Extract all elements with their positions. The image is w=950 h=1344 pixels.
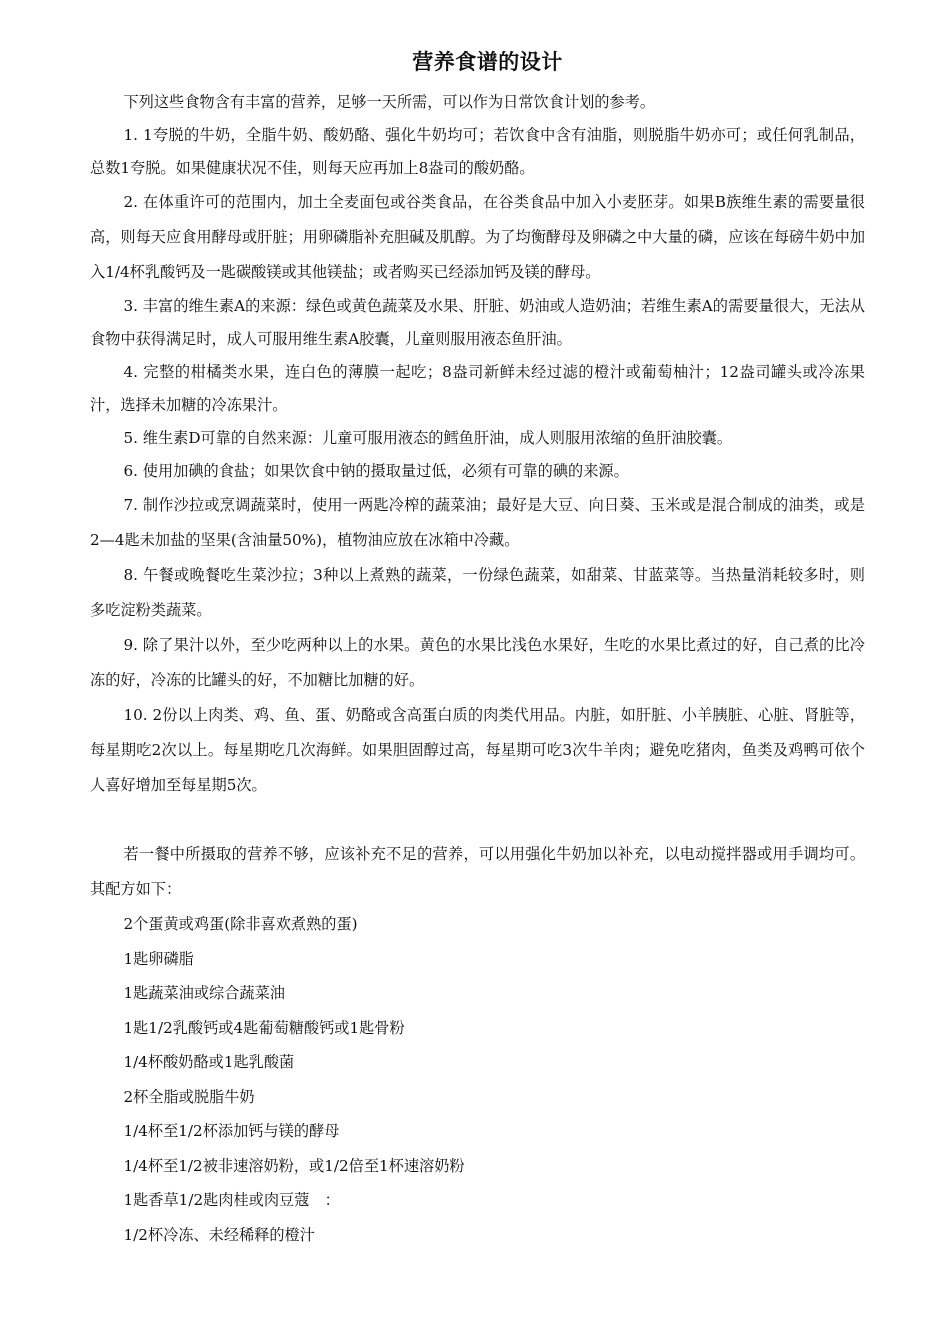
list-item: 6. 使用加碘的食盐；如果饮食中钠的摄取量过低，必须有可靠的碘的来源。 <box>123 462 629 480</box>
recipe-item: 1匙香草1/2匙肉桂或肉豆蔻 ： <box>123 1191 340 1209</box>
paragraph-gap <box>90 803 865 837</box>
recipe-item: 2杯全脂或脱脂牛奶 <box>123 1087 255 1106</box>
intro-paragraph: 下列这些食物含有丰富的营养，足够一天所需，可以作为日常饮食计划的参考。 <box>123 93 655 111</box>
supplement-paragraph: 若一餐中所摄取的营养不够，应该补充不足的营养，可以用强化牛奶加以补充，以电动搅拌器或用手调均可。其配方如下： <box>90 845 865 898</box>
page-title: 营养食谱的设计 <box>412 50 563 74</box>
list-item: 3. 丰富的维生素A的来源：绿色或黄色蔬菜及水果、肝脏、奶油或人造奶油；若维生素A的需要量很大，无法从食物中获得满足时，成人可服用维生素A胶囊，儿童则服用液态鱼肝油。 <box>90 297 865 348</box>
recipe-item: 1匙1/2乳酸钙或4匙葡萄糖酸钙或1匙骨粉 <box>123 1018 405 1037</box>
recipe-item: 1/4杯至1/2被非速溶奶粉，或1/2倍至1杯速溶奶粉 <box>123 1156 465 1175</box>
recipe-list <box>90 907 865 1252</box>
list-item: 9. 除了果汁以外，至少吃两种以上的水果。黄色的水果比浅色水果好，生吃的水果比煮过的好，自己煮的比冷冻的好，冷冻的比罐头的好，不加糖比加糖的好。 <box>90 636 865 689</box>
list-item: 4. 完整的柑橘类水果，连白色的薄膜一起吃；8盎司新鲜未经过滤的橙汁或葡萄柚汁；12盎司罐头或冷冻果汁，选择未加糖的冷冻果汁。 <box>90 363 865 414</box>
recipe-item: 1匙卵磷脂 <box>123 949 194 968</box>
document-body <box>90 86 865 1252</box>
recipe-item: 1/4杯酸奶酪或1匙乳酸菌 <box>123 1053 295 1071</box>
recipe-item: 2个蛋黄或鸡蛋(除非喜欢煮熟的蛋) <box>123 915 358 933</box>
list-item: 2. 在体重许可的范围内，加土全麦面包或谷类食品，在谷类食品中加入小麦胚芽。如果B族维生素的需要量很高，则每天应食用酵母或肝脏；用卵磷脂补充胆碱及肌醇。为了均衡酵母及卵磷之中大量的磷，应该在每磅牛奶中加入1/4杯乳酸钙及一匙碳酸镁或其他镁盐；或者购买已经添加钙及镁的酵母。 <box>90 193 865 281</box>
list-item: 8. 午餐或晚餐吃生菜沙拉；3种以上煮熟的蔬菜，一份绿色蔬菜，如甜菜、甘蓝菜等。当热量消耗较多时，则多吃淀粉类蔬菜。 <box>90 566 865 619</box>
recipe-item: 1/4杯至1/2杯添加钙与镁的酵母 <box>123 1122 340 1140</box>
recipe-item: 1/2杯冷冻、未经稀释的橙汁 <box>123 1225 315 1244</box>
recipe-item: 1匙蔬菜油或综合蔬菜油 <box>123 984 285 1002</box>
list-item: 10. 2份以上肉类、鸡、鱼、蛋、奶酪或含高蛋白质的肉类代用品。内脏，如肝脏、小羊胰脏、心脏、肾脏等，每星期吃2次以上。每星期吃几次海鲜。如果胆固醇过高，每星期可吃3次牛羊肉；避免吃猪肉，鱼类及鸡鸭可依个人喜好增加至每星期5次。 <box>90 706 865 794</box>
list-item: 7. 制作沙拉或烹调蔬菜时，使用一两匙冷榨的蔬菜油；最好是大豆、向日葵、玉米或是混合制成的油类，或是2—4匙未加盐的坚果(含油量50%)，植物油应放在冰箱中冷藏。 <box>90 496 865 549</box>
list-item: 5. 维生素D可靠的自然来源：儿童可服用液态的鳕鱼肝油，成人则服用浓缩的鱼肝油胶囊。 <box>123 429 733 447</box>
list-item: 1. 1夸脱的牛奶，全脂牛奶、酸奶酪、强化牛奶均可；若饮食中含有油脂，则脱脂牛奶亦可；或任何乳制品，总数1夸脱。如果健康状况不佳，则每天应再加上8盎司的酸奶酪。 <box>90 126 865 177</box>
